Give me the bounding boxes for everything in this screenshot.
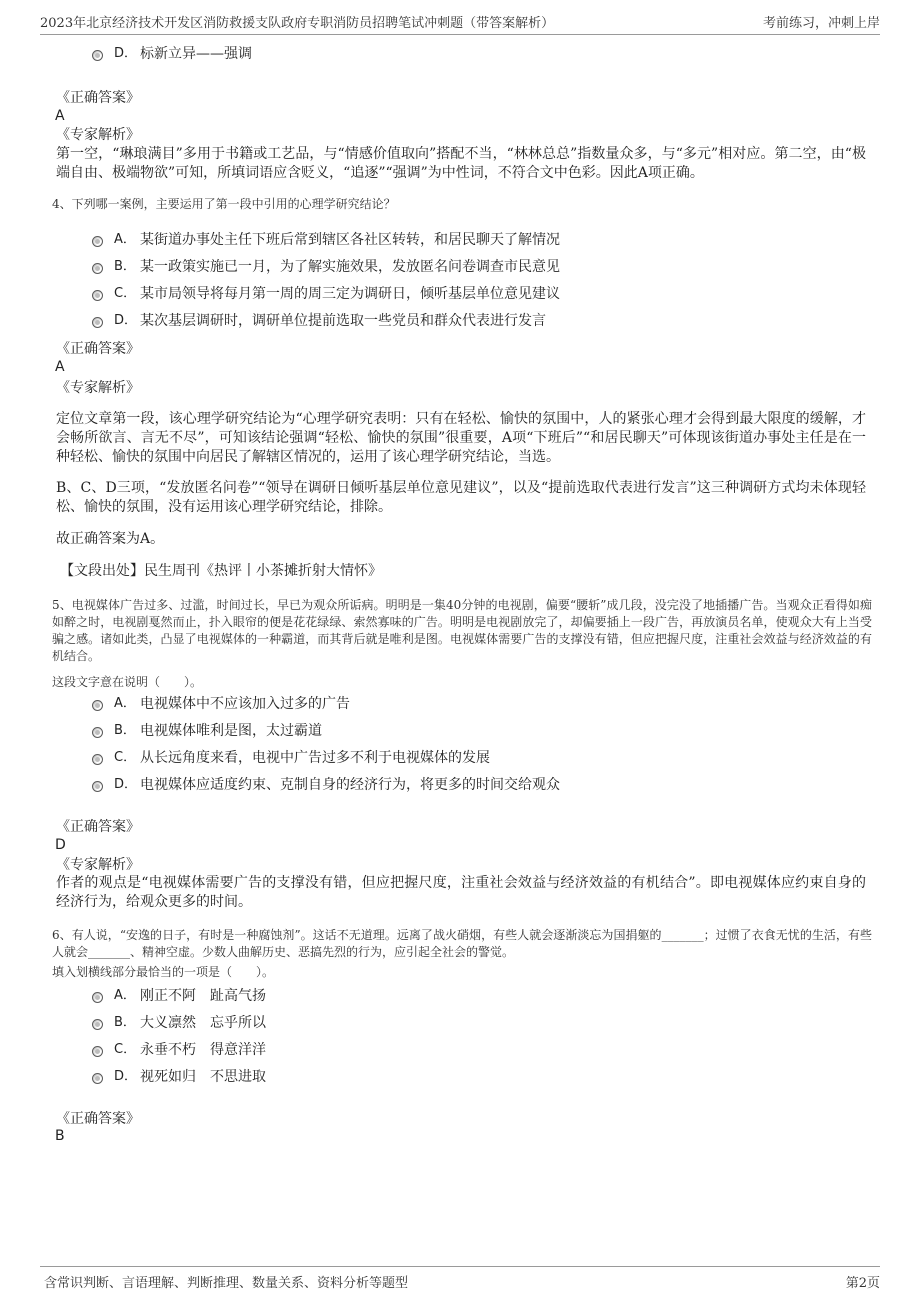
question-6-text: 6、有人说，“安逸的日子，有时是一种腐蚀剂”。这话不无道理。远离了战火硝烟，有些人就会逐渐淡忘为国捐躯的_______；过惯了衣食无忧的生活，有些人就会_______、精神空虚。少数人曲解历史、恶搞先烈的行为，应引起全社会的警觉。	[52, 928, 872, 959]
question-5-text: 5、电视媒体广告过多、过滥，时间过长，早已为观众所诟病。明明是一集40分钟的电视剧，偏要“腰斩”成几段，没完没了地插播广告。当观众正看得如痴如醉之时，电视剧戛然而止，扑入眼帘的便是花花绿绿、索然寡味的广告。明明是电视剧放完了，却偏要插上一段广告，再放演员名单，使观众大有上当受骗之感。诸如此类，凸显了电视媒体的一种霸道，而其背后就是唯利是图。电视媒体需要广告的支撑没有错，但应把握尺度，注重社会效益与经济效益的有机结合。	[52, 598, 872, 663]
answer-label: 《正确答案》	[56, 90, 140, 106]
radio-button-icon[interactable]	[92, 700, 103, 711]
radio-button-icon[interactable]	[92, 263, 103, 274]
radio-button-icon[interactable]	[92, 236, 103, 247]
page-number: 第2页	[845, 1276, 880, 1291]
radio-button-icon[interactable]	[92, 290, 103, 301]
analysis-label: 《专家解析》	[56, 380, 140, 396]
radio-button-icon[interactable]	[92, 317, 103, 328]
analysis-text: 第一空，“琳琅满目”多用于书籍或工艺品，与“情感价值取向”搭配不当，“林林总总”指数量众多，与“多元”相对应。第二空，由“极端自由、极端物欲”可知，所填词语应含贬义，“追逐”“强调”为中性词，不符合文中色彩。因此A项正确。	[56, 146, 866, 181]
analysis-conclusion: 故正确答案为A。	[56, 531, 165, 547]
radio-button-icon[interactable]	[92, 50, 103, 61]
question-categories: 含常识判断、言语理解、判断推理、数量关系、资料分析等题型	[44, 1276, 409, 1291]
answer-value: B	[55, 1128, 65, 1144]
header-slogan: 考前练习，冲刺上岸	[762, 16, 880, 31]
answer-label: 《正确答案》	[56, 819, 140, 835]
analysis-text: 作者的观点是“电视媒体需要广告的支撑没有错，但应把握尺度，注重社会效益与经济效益的有机结合”。即电视媒体应约束自身的经济行为，给观众更多的时间。	[56, 875, 866, 910]
document-title: 2023年北京经济技术开发区消防救援支队政府专职消防员招聘笔试冲刺题（带答案解析）	[40, 16, 555, 31]
radio-button-icon[interactable]	[92, 727, 103, 738]
analysis-paragraph: B、C、D三项，“发放匿名问卷”“领导在调研日倾听基层单位意见建议”，以及“提前选取代表进行发言”这三种调研方式均未体现轻松、愉快的氛围，没有运用该心理学研究结论，排除。	[56, 480, 866, 515]
question-6-prompt: 填入划横线部分最恰当的一项是（ ）。	[52, 965, 275, 979]
question-5-prompt: 这段文字意在说明（ ）。	[52, 675, 203, 689]
analysis-label: 《专家解析》	[56, 127, 140, 143]
answer-label: 《正确答案》	[56, 1111, 140, 1127]
analysis-paragraph: 定位文章第一段，该心理学研究结论为“心理学研究表明：只有在轻松、愉快的氛围中，人的紧张心理才会得到最大限度的缓解，才会畅所欲言、言无不尽”，可知该结论强调“轻松、愉快的氛围”很重要，A项“下班后”“和居民聊天”可体现该街道办事处主任是在一种轻松、愉快的氛围中向居民了解辖区情况的，运用了该心理学研究结论，当选。	[56, 411, 866, 465]
radio-button-icon[interactable]	[92, 1019, 103, 1030]
answer-value: A	[55, 359, 65, 375]
radio-button-icon[interactable]	[92, 754, 103, 765]
page-footer	[40, 1266, 880, 1293]
radio-button-icon[interactable]	[92, 1046, 103, 1057]
analysis-label: 《专家解析》	[56, 857, 140, 873]
radio-button-icon[interactable]	[92, 781, 103, 792]
radio-button-icon[interactable]	[92, 992, 103, 1003]
answer-label: 《正确答案》	[56, 341, 140, 357]
question-4-text: 4、下列哪一案例，主要运用了第一段中引用的心理学研究结论？	[52, 197, 396, 211]
answer-value: D	[55, 837, 66, 853]
answer-value: A	[55, 108, 65, 124]
page-header	[40, 8, 880, 35]
radio-button-icon[interactable]	[92, 1073, 103, 1084]
source-citation: 【文段出处】民生周刊《热评丨小茶摊折射大情怀》	[60, 563, 382, 579]
